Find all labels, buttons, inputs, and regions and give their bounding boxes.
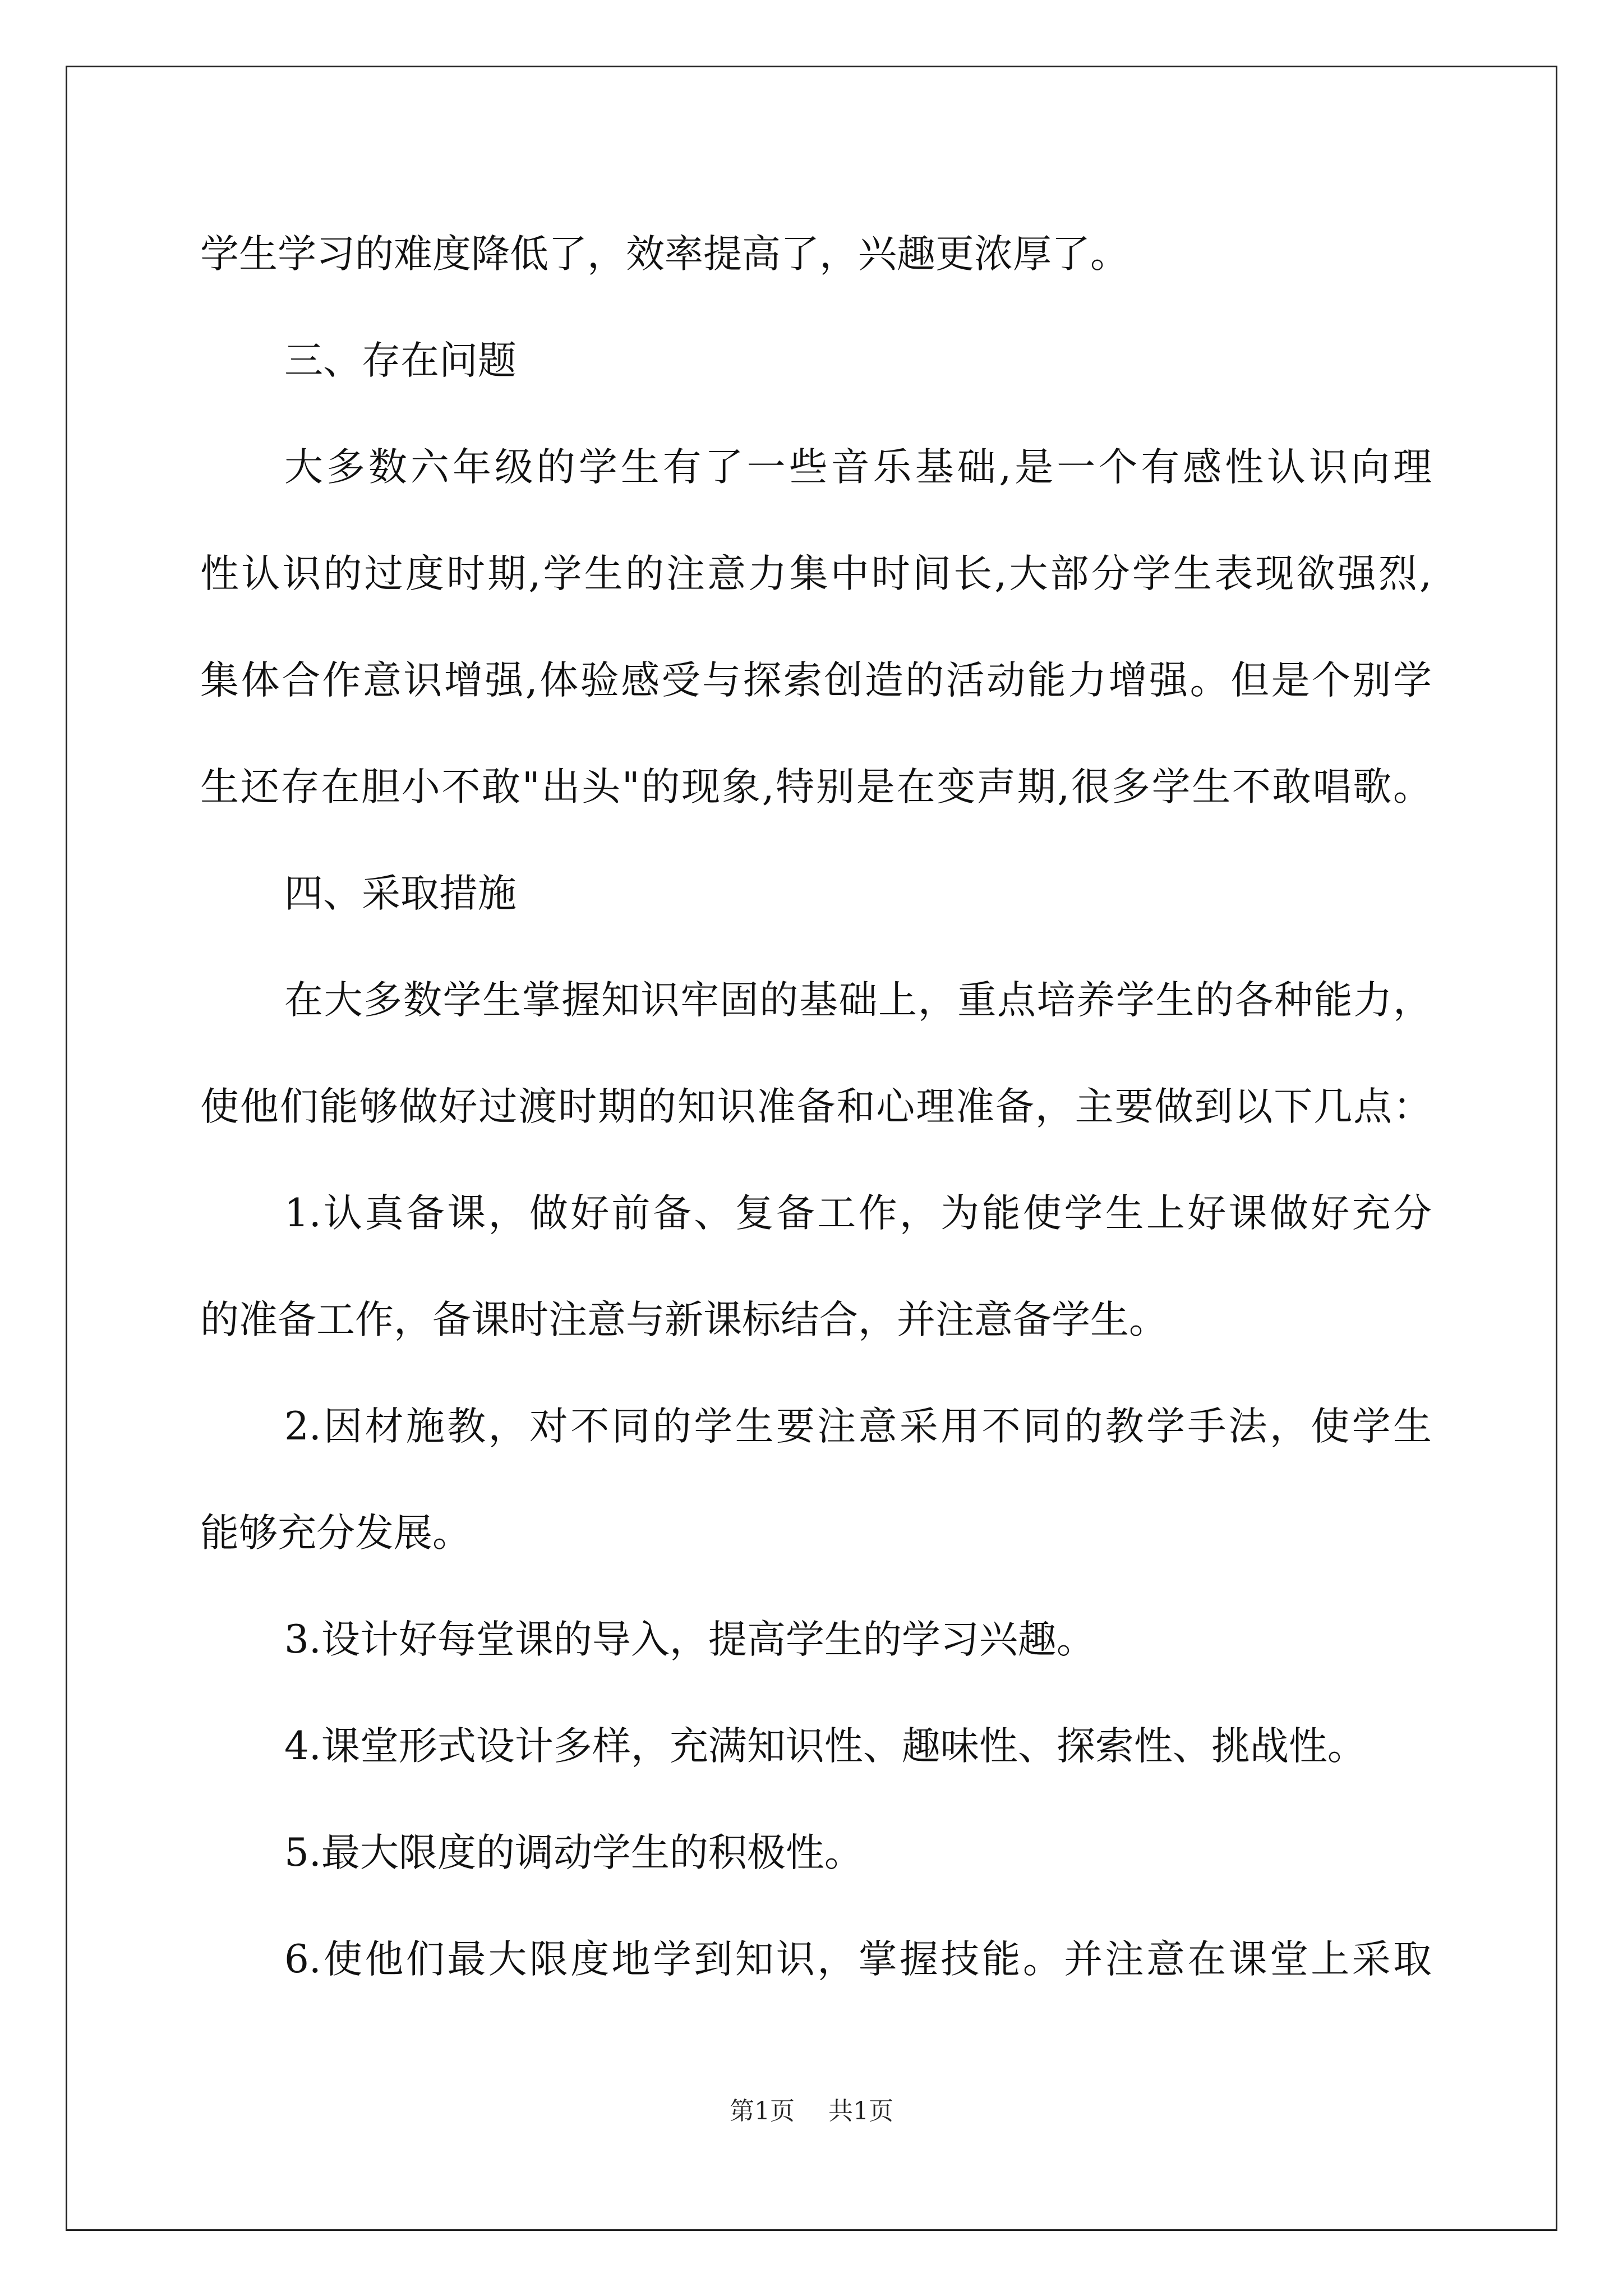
list-item-2: 2.因材施教，对不同的学生要注意采用不同的教学手法，使学生 xyxy=(284,1404,1432,1449)
paragraph-line: 在大多数学生掌握知识牢固的基础上，重点培养学生的各种能力， xyxy=(284,978,1432,1023)
section-heading-problems: 三、存在问题 xyxy=(284,338,517,383)
list-item-5: 5.最大限度的调动学生的积极性。 xyxy=(284,1830,863,1875)
list-item-2-continued: 能够充分发展。 xyxy=(200,1511,471,1556)
section-heading-measures: 四、采取措施 xyxy=(284,871,517,916)
paragraph-line: 使他们能够做好过渡时期的知识准备和心理准备，主要做到以下几点： xyxy=(200,1084,1432,1129)
page-number: 第1页 xyxy=(730,2097,795,2125)
list-item-1: 1.认真备课，做好前备、复备工作，为能使学生上好课做好充分 xyxy=(284,1191,1432,1236)
list-item-3: 3.设计好每堂课的导入，提高学生的学习兴趣。 xyxy=(284,1617,1095,1662)
page-total: 共1页 xyxy=(828,2097,893,2125)
paragraph-line: 学生学习的难度降低了，效率提高了，兴趣更浓厚了。 xyxy=(200,232,1129,277)
list-item-6: 6.使他们最大限度地学到知识，掌握技能。并注意在课堂上采取 xyxy=(284,1937,1432,1982)
paragraph-line: 性认识的过度时期,学生的注意力集中时间长,大部分学生表现欲强烈, xyxy=(200,551,1432,596)
paragraph-line: 大多数六年级的学生有了一些音乐基础,是一个有感性认识向理 xyxy=(284,445,1432,490)
paragraph-line: 生还存在胆小不敢"出头"的现象,特别是在变声期,很多学生不敢唱歌。 xyxy=(200,765,1432,809)
paragraph-line: 集体合作意识增强,体验感受与探索创造的活动能力增强。但是个别学 xyxy=(200,658,1432,703)
document-body xyxy=(200,212,1432,2024)
page-footer xyxy=(0,2095,1623,2128)
list-item-1-continued: 的准备工作，备课时注意与新课标结合，并注意备学生。 xyxy=(200,1297,1168,1342)
list-item-4: 4.课堂形式设计多样，充满知识性、趣味性、探索性、挑战性。 xyxy=(284,1724,1366,1769)
